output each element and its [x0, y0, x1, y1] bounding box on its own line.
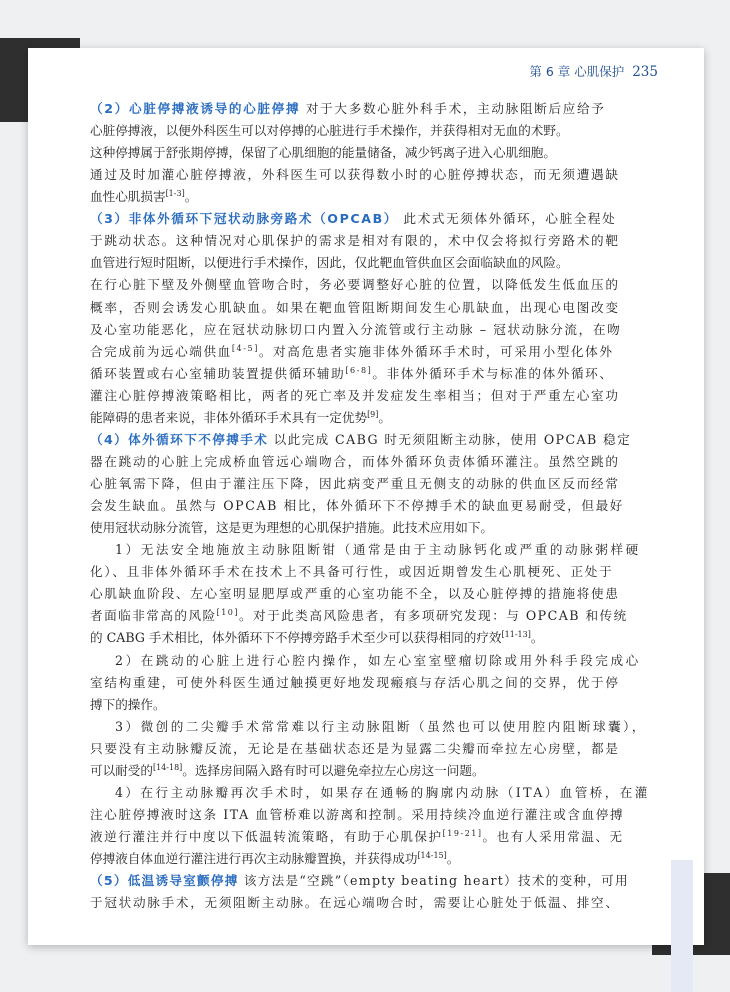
- section-heading: （3）非体外循环下冠状动脉旁路术（OPCAB）: [90, 211, 398, 227]
- text-span: 。对于此类高风险患者，有多项研究发现：与 OPCAB 和传统: [238, 608, 628, 624]
- text-span: 通过及时加灌心脏停搏液，外科医生可以获得数小时的心脏停搏状态，而无须遭遇缺: [90, 167, 620, 183]
- text-line: [28, 561, 654, 583]
- text-span: 可以耐受的: [90, 762, 153, 778]
- text-span: 化）、且非体外循环手术在技术上不具备可行性，或因近期曾发生心肌梗死、正处于: [90, 564, 614, 580]
- text-line: [28, 848, 654, 870]
- text-span: 。非体外循环手术与标准的体外循环、: [372, 365, 614, 381]
- text-span: 。也有人采用常温、无: [482, 828, 624, 844]
- text-line: [28, 142, 654, 164]
- text-line: [28, 451, 654, 473]
- text-span: 器在跳动的心脏上完成桥血管远心端吻合，而体外循环负责体循环灌注。虽然空跳的: [90, 453, 620, 469]
- text-span: 。: [446, 851, 460, 867]
- text-span: 只要没有主动脉瓣反流，无论是在基础状态还是为显露二尖瓣而牵拉左心房壁，都是: [90, 740, 620, 756]
- text-span: 在行心脏下壁及外侧壁血管吻合时，务必要调整好心脏的位置，以降低发生低血压的: [90, 277, 620, 293]
- text-span: 循环装置或右心室辅助装置提供循环辅助: [90, 365, 346, 381]
- text-line: [28, 782, 654, 804]
- book-page: [28, 48, 704, 945]
- text-line: [28, 252, 654, 274]
- text-span: 。: [378, 409, 391, 425]
- text-span: 停搏液自体血逆行灌注进行再次主动脉瓣置换，并获得成功: [90, 851, 418, 867]
- text-line: [28, 672, 654, 694]
- text-line: [28, 363, 654, 385]
- text-span: 此术式无须体外循环，心脏全程处: [397, 211, 617, 227]
- text-line: [28, 716, 654, 738]
- text-line: [28, 319, 654, 341]
- text-line: [28, 804, 654, 826]
- text-span: 。: [184, 189, 198, 205]
- text-span: 合完成前为远心端供血: [90, 343, 232, 359]
- text-line: [28, 297, 654, 319]
- citation: [6-8]: [345, 365, 373, 375]
- text-line: [28, 208, 654, 230]
- text-line: [28, 407, 654, 429]
- text-line: [28, 186, 654, 208]
- text-line: [28, 274, 654, 296]
- citation: [9]: [367, 409, 379, 419]
- text-line: [28, 892, 654, 914]
- text-span: 该方法是“空跳”（empty beating heart）技术的变种，可用: [238, 873, 629, 889]
- text-line: [28, 870, 654, 892]
- text-line: [28, 120, 654, 142]
- text-line: [28, 605, 654, 627]
- text-line: [28, 385, 654, 407]
- text-span: 心脏氧需下降，但由于灌注压下降，因此病变严重且无侧支的动脉的供血区反而经常: [90, 476, 620, 492]
- chapter-title: 第 6 章 心肌保护: [529, 64, 625, 79]
- text-span: 以此完成 CABG 时无须阻断主动脉，使用 OPCAB 稳定: [268, 431, 632, 447]
- text-span: 搏下的操作。: [90, 696, 166, 712]
- running-header: [529, 62, 658, 80]
- text-span: 这种停搏属于舒张期停搏，保留了心肌细胞的能量储备，减少钙离子进入心肌细胞。: [90, 145, 556, 161]
- text-span: 使用冠状动脉分流管，这是更为理想的心肌保护措施。此技术应用如下。: [90, 520, 493, 536]
- text-line: [28, 473, 654, 495]
- text-line: [28, 694, 654, 716]
- text-span: 注心脏停搏液时这条 ITA 血管桥难以游离和控制。采用持续冷血逆行灌注或含血停搏: [90, 806, 625, 822]
- text-line: [28, 826, 654, 848]
- text-span: 血性心肌损害: [90, 189, 166, 205]
- text-line: [28, 164, 654, 186]
- text-line: [28, 650, 654, 672]
- text-span: 于冠状动脉手术，无须阻断主动脉。在远心端吻合时，需要让心脏处于低温、排空、: [90, 895, 620, 911]
- section-heading: （2）心脏停搏液诱导的心脏停搏: [90, 101, 301, 116]
- text-span: 。对高危患者实施非体外循环手术时，可采用小型化体外: [258, 343, 614, 359]
- text-line: [28, 495, 654, 517]
- text-span: 及心室功能恶化，应在冠状动脉切口内置入分流管或行主动脉 – 冠状动脉分流，在吻: [90, 321, 622, 337]
- citation: [14-18]: [152, 762, 183, 772]
- text-line: [28, 429, 654, 451]
- section-heading: （4）体外循环下不停搏手术: [90, 431, 269, 447]
- text-line: [28, 760, 654, 782]
- text-span: 室结构重建，可使外科医生通过触摸更好地发现瘢痕与存活心肌之间的交界，优于停: [90, 674, 620, 690]
- citation: [11-13]: [501, 630, 531, 640]
- text-line: [28, 738, 654, 760]
- citation: [14-15]: [417, 850, 447, 860]
- text-line: [28, 517, 654, 539]
- text-span: 能障碍的患者来说，非体外循环手术具有一定优势: [90, 409, 368, 425]
- page-edge-tab: [671, 860, 693, 992]
- text-span: 血管进行短时阻断，以便进行手术操作，因此，仅此靶血管供血区会面临缺血的风险。: [90, 255, 569, 271]
- text-span: 液逆行灌注并行中度以下低温转流策略，有助于心肌保护: [90, 828, 443, 844]
- text-span: 。: [530, 630, 544, 646]
- text-span: 对于大多数心脏外科手术，主动脉阻断后应给予: [300, 101, 606, 116]
- text-line: [28, 627, 654, 649]
- text-span: 心肌缺血阶段、左心室明显肥厚或严重的心室功能不全，以及心脏停搏的措施将使患: [90, 586, 620, 602]
- text-span: 3）微创的二尖瓣手术常常难以行主动脉阻断（虽然也可以使用腔内阻断球囊），: [115, 718, 647, 734]
- page-number: 235: [632, 64, 658, 80]
- text-span: 。选择房间隔入路有时可以避免牵拉左心房这一问题。: [182, 762, 485, 778]
- text-span: 于跳动状态。这种情况对心肌保护的需求是相对有限的，术中仅会将拟行旁路术的靶: [90, 233, 620, 249]
- citation: [4-5]: [231, 343, 259, 353]
- text-span: 1）无法安全地施放主动脉阻断钳（通常是由于主动脉钙化或严重的动脉粥样硬: [115, 542, 641, 558]
- text-line: [28, 539, 654, 561]
- citation: [1-3]: [165, 189, 185, 199]
- section-heading: （5）低温诱导室颤停搏: [90, 873, 239, 889]
- text-span: 会发生缺血。虽然与 OPCAB 相比，体外循环下不停搏手术的缺血更易耐受，但最好: [90, 498, 624, 514]
- citation: [10]: [216, 608, 239, 618]
- text-span: 4）在行主动脉瓣再次手术时，如果存在通畅的胸廓内动脉（ITA）血管桥，在灌: [115, 784, 650, 800]
- text-span: 灌注心脏停搏液策略相比，两者的死亡率及并发症发生率相当；但对于严重左心室功: [90, 387, 620, 403]
- text-line: [28, 230, 654, 252]
- text-line: [28, 98, 654, 120]
- text-line: [28, 583, 654, 605]
- citation: [19-21]: [442, 828, 483, 838]
- text-span: 的 CABG 手术相比，体外循环下不停搏旁路手术至少可以获得相同的疗效: [90, 630, 502, 646]
- text-line: [28, 341, 654, 363]
- text-span: 心脏停搏液，以便外科医生可以对停搏的心脏进行手术操作，并获得相对无血的术野。: [90, 123, 569, 139]
- text-span: 2）在跳动的心脏上进行心腔内操作，如左心室室壁瘤切除或用外科手段完成心: [115, 652, 641, 668]
- text-span: 概率，否则会诱发心肌缺血。如果在靶血管阻断期间发生心肌缺血，出现心电图改变: [90, 299, 620, 315]
- text-span: 者面临非常高的风险: [90, 608, 217, 624]
